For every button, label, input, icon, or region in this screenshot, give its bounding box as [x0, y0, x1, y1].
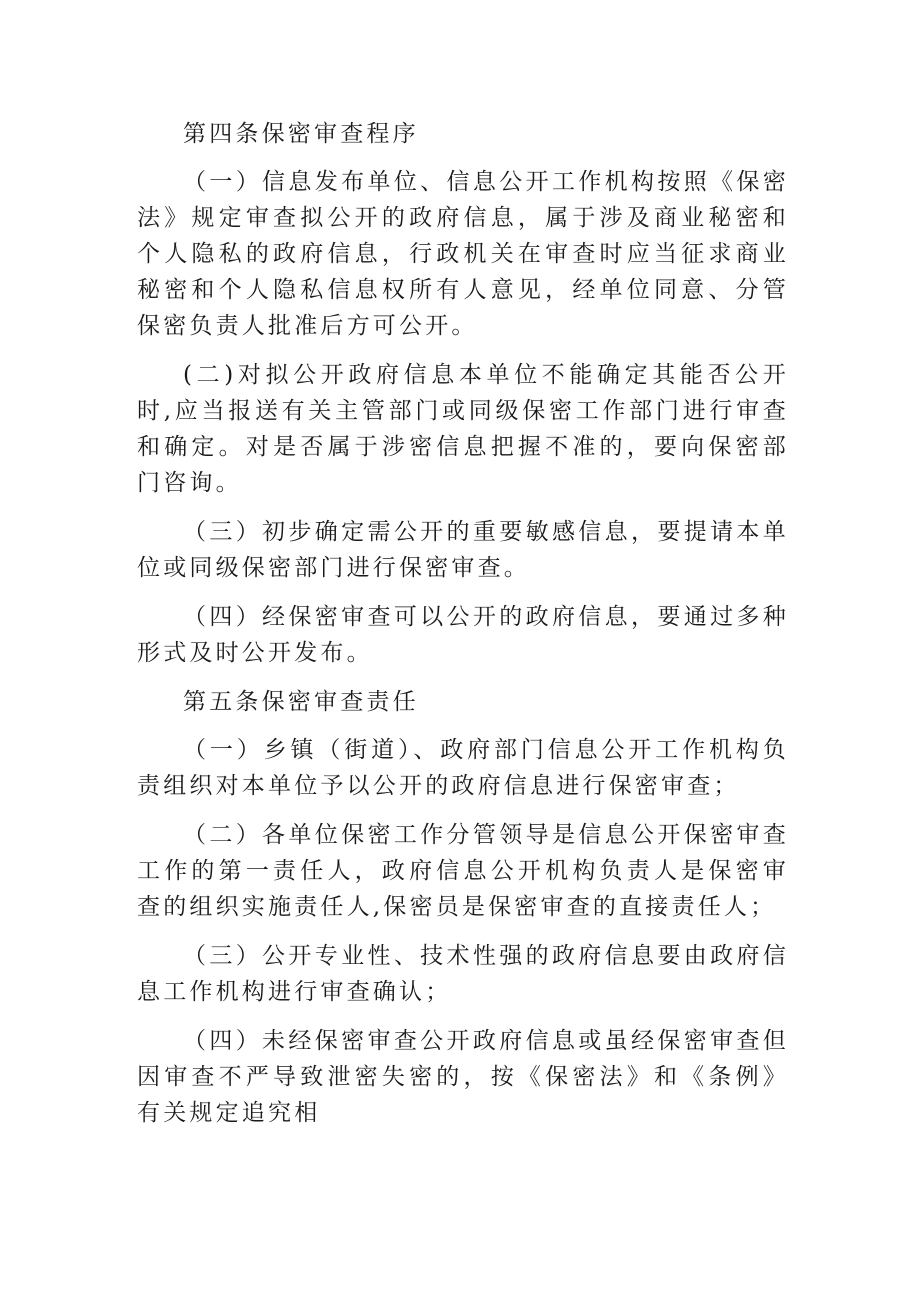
article-4-paragraph-2: (二)对拟公开政府信息本单位不能确定其能否公开时,应当报送有关主管部门或同级保密工作部门进行审查和确定。对是否属于涉密信息把握不准的，要向保密部门咨询。: [137, 362, 789, 496]
article-5-paragraph-4: （四）未经保密审查公开政府信息或虽经保密审查但因审查不严导致泄密失密的，按《保密法》和《条例》有关规定追究相: [137, 1028, 789, 1126]
article-5-paragraph-3: （三）公开专业性、技术性强的政府信息要由政府信息工作机构进行审查确认；: [137, 943, 789, 1005]
article-5-paragraph-2: （二）各单位保密工作分管领导是信息公开保密审查工作的第一责任人，政府信息公开机构负责人是保密审查的组织实施责任人,保密员是保密审查的直接责任人；: [137, 822, 789, 920]
article-4-paragraph-3: （三）初步确定需公开的重要敏感信息，要提请本单位或同级保密部门进行保密审查。: [137, 519, 789, 581]
document-body: [137, 116, 789, 1144]
article-5-heading: 第五条保密审查责任: [183, 689, 419, 715]
article-5-paragraph-1: （一）乡镇（街道）、政府部门信息公开工作机构负责组织对本单位予以公开的政府信息进行保密审查；: [137, 737, 789, 799]
article-4-paragraph-1: （一）信息发布单位、信息公开工作机构按照《保密法》规定审查拟公开的政府信息，属于涉及商业秘密和个人隐私的政府信息，行政机关在审查时应当征求商业秘密和个人隐私信息权所有人意见，经单位同意、分管保密负责人批准后方可公开。: [137, 169, 789, 339]
article-4-heading: 第四条保密审查程序: [183, 121, 419, 147]
article-4-paragraph-4: （四）经保密审查可以公开的政府信息，要通过多种形式及时公开发布。: [137, 604, 789, 666]
